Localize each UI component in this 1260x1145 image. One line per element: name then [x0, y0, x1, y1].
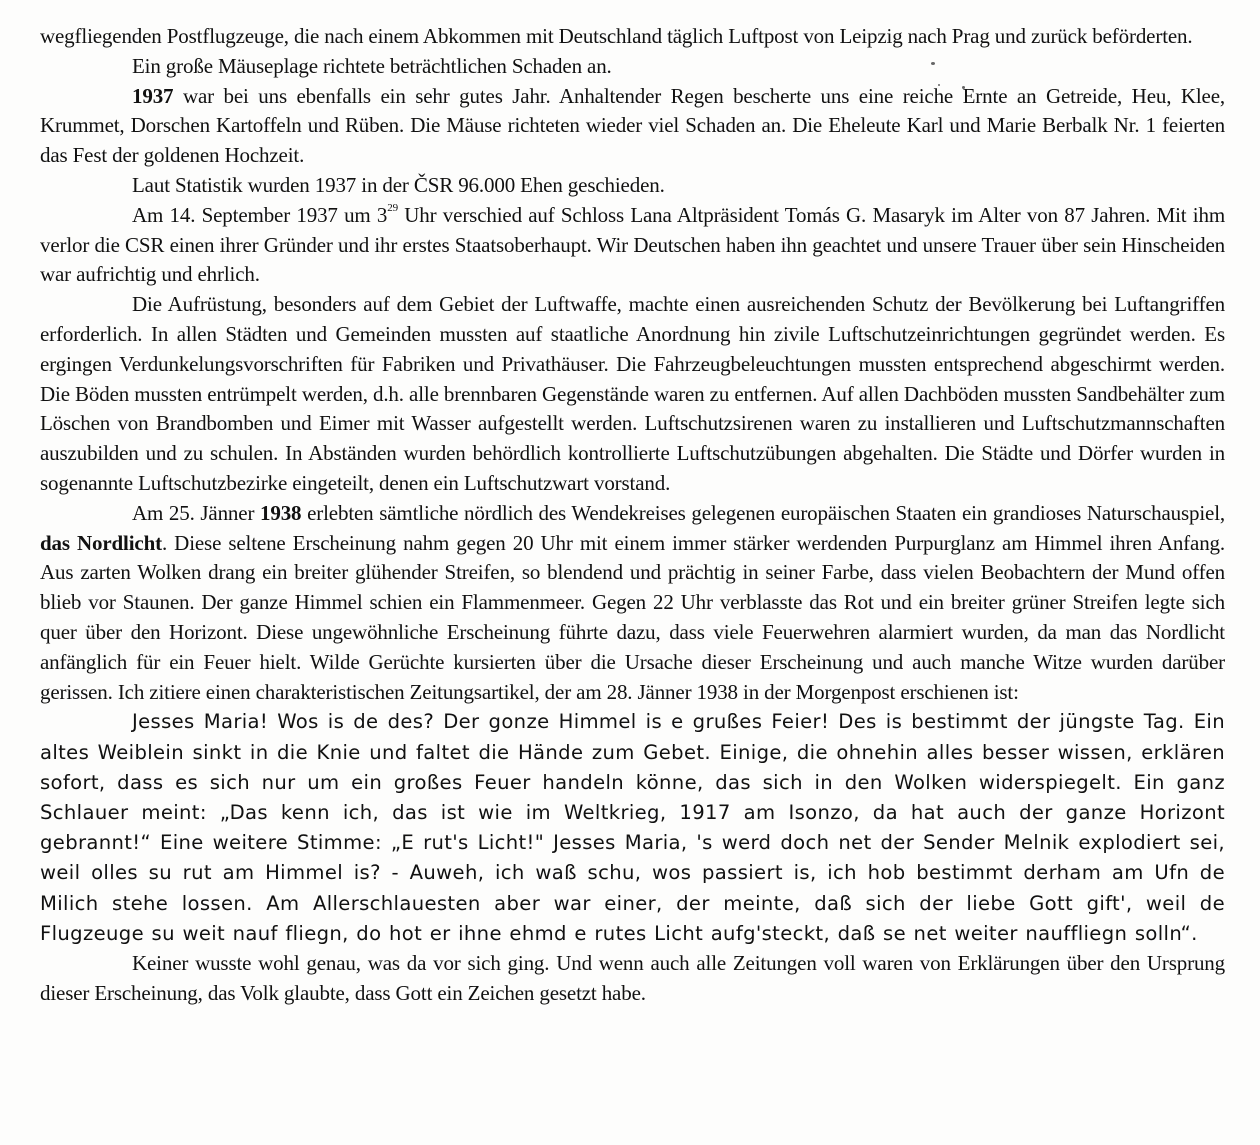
time-minutes-superscript: 29 — [387, 201, 398, 214]
paragraph-nordlicht — [40, 499, 1225, 708]
year-1937: 1937 — [132, 83, 174, 108]
paragraph-zeichen: Keiner wusste wohl genau, was da vor sich ging. Und wenn auch alle Zeitungen voll waren von Erklärungen über den Ursprung dieser Erscheinung, das Volk glaubte, dass Gott ein Zeichen gesetzt habe. — [40, 950, 1225, 1005]
nordlicht-bold: das Nordlicht — [40, 530, 162, 555]
nordlicht-text-start: Am 25. Jänner — [132, 500, 260, 525]
masaryk-text-end: Uhr verschied auf Schloss Lana Altpräsident Tomás G. Masaryk im Alter von 87 Jahren. Mit ihm verlor die CSR einen ihrer Gründer und ihr erstes Staatsoberhaupt. Wir Deutschen haben ihn geachtet und unsere Trauer über sein Hinscheiden war aufrichtig und ehrlich. — [40, 202, 1225, 287]
nordlicht-text-end: . Diese seltene Erscheinung nahm gegen 20 Uhr mit einem immer stärker werdenden Purpurglanz am Himmel ihren Anfang. Aus zarten Wolken drang ein breiter glühender Streifen, so blendend und prächtig in seiner Farbe, dass vielen Beobachtern der Mund offen blieb vor Staunen. Der ganze Himmel schien ein Flammenmeer. Gegen 22 Uhr verblasste das Rot und ein breiter grüner Streifen legte sich quer über den Horizont. Diese ungewöhnliche Erscheinung führte dazu, dass viele Feuerwehren alarmiert wurden, da man das Nordlicht anfänglich für ein Feuer hielt. Wilde Gerüchte kursierten über die Ursache dieser Erscheinung und auch manche Witze wurden darüber gerissen. Ich zitiere einen charakteristischen Zeitungsartikel, der am 28. Jänner 1938 in der Morgenpost erschienen ist: — [40, 530, 1225, 704]
newspaper-quote: Jesses Maria! Wos is de des? Der gonze Himmel is e grußes Feier! Des is bestimmt der jüngste Tag. Ein altes Weiblein sinkt in die Knie und faltet die Hände zum Gebet. Einige, die ohnehin alles besser wissen, erklären sofort, dass es sich nur um ein großes Feuer handeln könne, das sich in den Wolken widerspiegelt. Ein ganz Schlauer meint: „Das kenn ich, das ist wie im Weltkrieg, 1917 am Isonzo, da hat auch der ganze Horizont gebrannt!“ Eine weitere Stimme: „E rut's Licht!" Jesses Maria, 's werd doch net der Sender Melnik explodiert sei, weil olles su rut am Himmel is? - Auweh, ich waß schu, wos passiert is, ich hob bestimmt derham am Ufn de Milich stehe lossen. Am Allerschlauesten aber war einer, der meinte, daß sich der liebe Gott gift', weil de Flugzeuge su weit nauf fliegn, do hot er ihne ehmd e rutes Licht aufg'steckt, daß se net weiter nauffliegn solln“. — [40, 710, 1225, 945]
paragraph-statistik: Laut Statistik wurden 1937 in der ČSR 96.000 Ehen geschieden. — [132, 172, 665, 197]
paragraph-1937 — [40, 82, 1225, 171]
paragraph-1937-text: war bei uns ebenfalls ein sehr gutes Jahr. Anhaltender Regen bescherte uns eine reiche Ernte an Getreide, Heu, Klee, Krummet, Dorschen Kartoffeln und Rüben. Die Mäuse richteten wieder viel Schaden an. Die Eheleute Karl und Marie Berbalk Nr. 1 feierten das Fest der goldenen Hochzeit. — [40, 83, 1225, 168]
year-1938: 1938 — [260, 500, 302, 525]
page-text — [40, 22, 1225, 1009]
paragraph-postflug: wegfliegenden Postflugzeuge, die nach einem Abkommen mit Deutschland täglich Luftpost von Leipzig nach Prag und zurück beförderten. — [40, 24, 1193, 48]
nordlicht-text-middle: erlebten sämtliche nördlich des Wendekreises gelegenen europäischen Staaten ein grandioses Naturschauspiel, — [301, 500, 1225, 525]
paragraph-maeuseplage: Ein große Mäuseplage richtete beträchtlichen Schaden an. — [132, 53, 612, 78]
paragraph-masaryk — [40, 201, 1225, 290]
paragraph-aufruestung: Die Aufrüstung, besonders auf dem Gebiet der Luftwaffe, machte einen ausreichenden Schutz der Bevölkerung bei Luftangriffen erforderlich. In allen Städten und Gemeinden mussten auf staatliche Anordnung hin zivile Luftschutzeinrichtungen gegründet werden. Es ergingen Verdunkelungsvorschriften für Fabriken und Privathäuser. Die Fahrzeugbeleuchtungen mussten entsprechend abgeschirmt werden. Die Böden mussten entrümpelt werden, d.h. alle brennbaren Gegenstände waren zu entfernen. Auf allen Dachböden mussten Sandbehälter zum Löschen von Brandbomben und Eimer mit Wasser aufgestellt werden. Luftschutzsirenen waren zu installieren und Luftschutzmannschaften auszubilden und zu schulen. In Abständen wurden behördlich kontrollierte Luftschutzübungen abgehalten. Die Städte und Dörfer wurden in sogenannte Luftschutzbezirke eingeteilt, denen ein Luftschutzwart vorstand. — [40, 292, 1225, 495]
masaryk-text-start: Am 14. September 1937 um 3 — [132, 202, 388, 227]
